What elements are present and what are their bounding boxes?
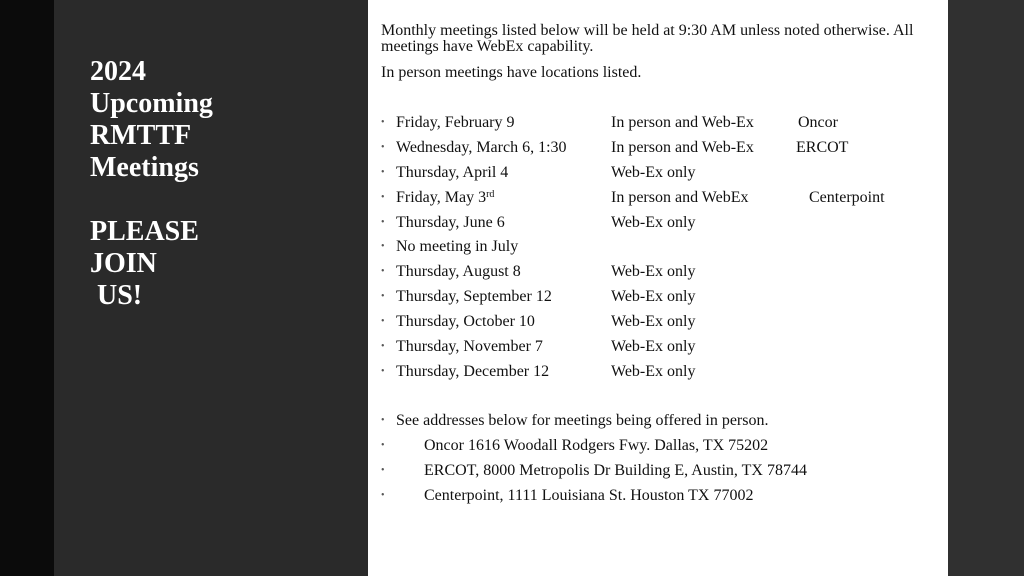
title-line-year: 2024 [90,56,146,87]
bullet-icon: • [381,216,385,228]
meeting-mode: Web-Ex only [611,288,696,306]
right-edge-strip [948,0,1024,576]
content-panel [368,0,948,576]
title-line-upcoming: Upcoming [90,88,213,119]
meeting-mode: Web-Ex only [611,163,696,181]
bullet-icon: • [381,464,385,476]
address-heading: See addresses below for meetings being offered in person. [396,412,769,429]
bullet-icon: • [381,341,385,353]
intro-text: Monthly meetings listed below will be held at 9:30 AM unless noted otherwise. All meetings have WebEx capability. [381,22,914,55]
meeting-mode: In person and Web-Ex [611,114,754,131]
meeting-mode: Web-Ex only [611,313,696,331]
meeting-mode: In person and Web-Ex [611,138,754,156]
meeting-location: Centerpoint [809,188,885,206]
left-edge-strip [0,0,54,576]
meeting-date-text: Friday, May 3 [396,188,487,206]
bullet-icon: • [381,489,385,501]
meeting-date: Thursday, October 10 [396,313,535,331]
meeting-date [396,188,494,208]
meeting-mode: Web-Ex only [611,362,696,380]
bullet-icon: • [381,316,385,328]
meeting-location: Oncor [798,114,838,131]
slide-title [90,56,360,312]
bullet-icon: • [381,266,385,278]
meeting-mode: In person and WebEx [611,188,749,206]
title-line-rmttf: RMTTF [90,120,192,151]
meeting-date: No meeting in July [396,238,519,256]
title-line-us: US! [90,280,143,311]
bullet-icon: • [381,117,385,128]
meeting-date: Thursday, August 8 [396,263,521,281]
bullet-icon: • [381,166,385,178]
meeting-date: Thursday, April 4 [396,163,509,181]
meeting-date: Thursday, September 12 [396,288,552,306]
bullet-icon: • [381,291,385,303]
address-oncor: Oncor 1616 Woodall Rodgers Fwy. Dallas, TX 75202 [424,436,769,454]
title-line-please: PLEASE [90,216,199,247]
intro-locations-text: In person meetings have locations listed. [381,64,642,81]
title-spacer [90,184,360,216]
bullet-icon: • [381,241,385,253]
address-ercot: ERCOT, 8000 Metropolis Dr Building E, Austin, TX 78744 [424,461,807,479]
bullet-icon: • [381,365,385,377]
meeting-location: ERCOT [796,138,849,156]
title-line-join: JOIN [90,248,157,279]
meeting-mode: Web-Ex only [611,338,696,356]
meeting-date: Thursday, December 12 [396,362,550,380]
meeting-date: Friday, February 9 [396,114,515,131]
meeting-mode: Web-Ex only [611,263,696,281]
bullet-icon: • [381,191,385,203]
title-line-meetings: Meetings [90,152,199,183]
meeting-date: Wednesday, March 6, 1:30 [396,138,567,156]
bullet-icon: • [381,415,385,426]
meeting-date: Thursday, June 6 [396,213,505,231]
address-centerpoint: Centerpoint, 1111 Louisiana St. Houston TX 77002 [424,486,754,504]
ordinal-suffix: rd [486,188,495,200]
bullet-icon: • [381,141,385,153]
meeting-date: Thursday, November 7 [396,338,543,356]
bullet-icon: • [381,439,385,451]
meeting-mode: Web-Ex only [611,213,696,231]
title-panel [54,0,368,576]
